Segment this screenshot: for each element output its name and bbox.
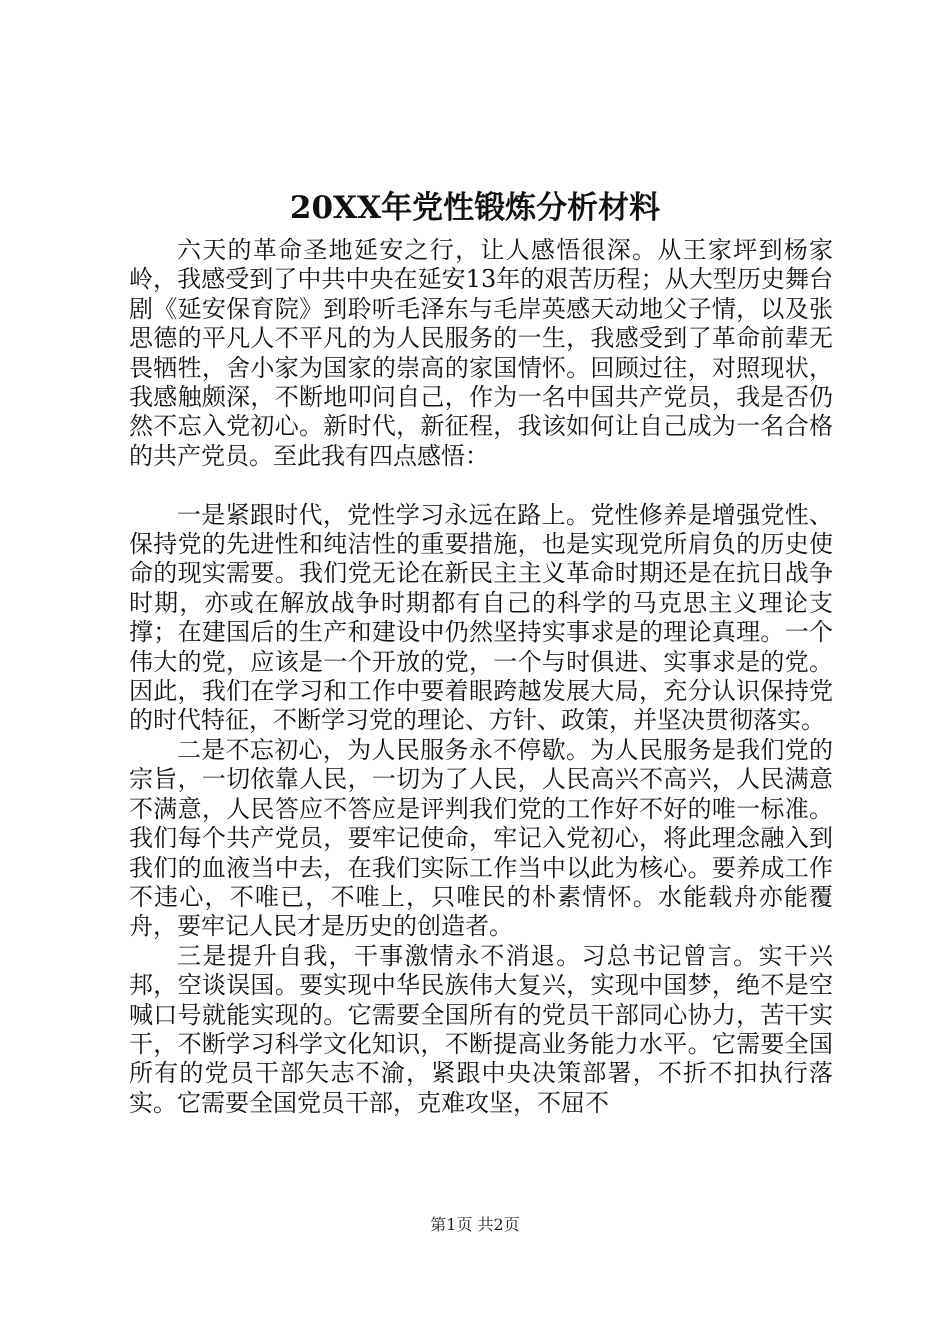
paragraph-point-two: 二是不忘初心，为人民服务永不停歇。为人民服务是我们党的宗旨，一切依靠人民，一切为了人民，人民高兴不高兴，人民满意不满意，人民答应不答应是评判我们党的工作好不好的唯一标准。我们每个共产党员，要牢记使命，牢记入党初心，将此理念融入到我们的血液当中去，在我们实际工作当中以此为核心。要养成工作不违心，不唯已，不唯上，只唯民的朴素情怀。水能载舟亦能覆舟，要牢记人民才是历史的创造者。 [129,735,833,941]
page-number-footer: 第1页 共2页 [430,1215,520,1234]
document-body [129,236,833,1118]
paragraph-point-one: 一是紧跟时代，党性学习永远在路上。党性修养是增强党性、保持党的先进性和纯洁性的重要措施，也是实现党所肩负的历史使命的现实需要。我们党无论在新民主主义革命时期还是在抗日战争时期，亦或在解放战争时期都有自己的科学的马克思主义理论支撑；在建国后的生产和建设中仍然坚持实事求是的理论真理。一个伟大的党，应该是一个开放的党，一个与时俱进、实事求是的党。因此，我们在学习和工作中要着眼跨越发展大局，充分认识保持党的时代特征，不断学习党的理论、方针、政策，并坚决贯彻落实。 [129,500,833,735]
document-title: 20XX年党性锻炼分析材料 [289,190,661,226]
paragraph-point-three: 三是提升自我，干事激情永不消退。习总书记曾言。实干兴邦，空谈误国。要实现中华民族伟大复兴，实现中国梦，绝不是空喊口号就能实现的。它需要全国所有的党员干部同心协力，苦干实干，不断学习科学文化知识，不断提高业务能力水平。它需要全国所有的党员干部矢志不渝，紧跟中央决策部署，不折不扣执行落实。它需要全国党员干部，克难攻坚，不屈不 [129,941,833,1117]
paragraph-intro: 六天的革命圣地延安之行，让人感悟很深。从王家坪到杨家岭，我感受到了中共中央在延安13年的艰苦历程；从大型历史舞台剧《延安保育院》到聆听毛泽东与毛岸英感天动地父子情，以及张思德的平凡人不平凡的为人民服务的一生，我感受到了革命前辈无畏牺牲，舍小家为国家的崇高的家国情怀。回顾过往，对照现状，我感触颇深，不断地叩问自己，作为一名中国共产党员，我是否仍然不忘入党初心。新时代，新征程，我该如何让自己成为一名合格的共产党员。至此我有四点感悟： [129,236,833,470]
